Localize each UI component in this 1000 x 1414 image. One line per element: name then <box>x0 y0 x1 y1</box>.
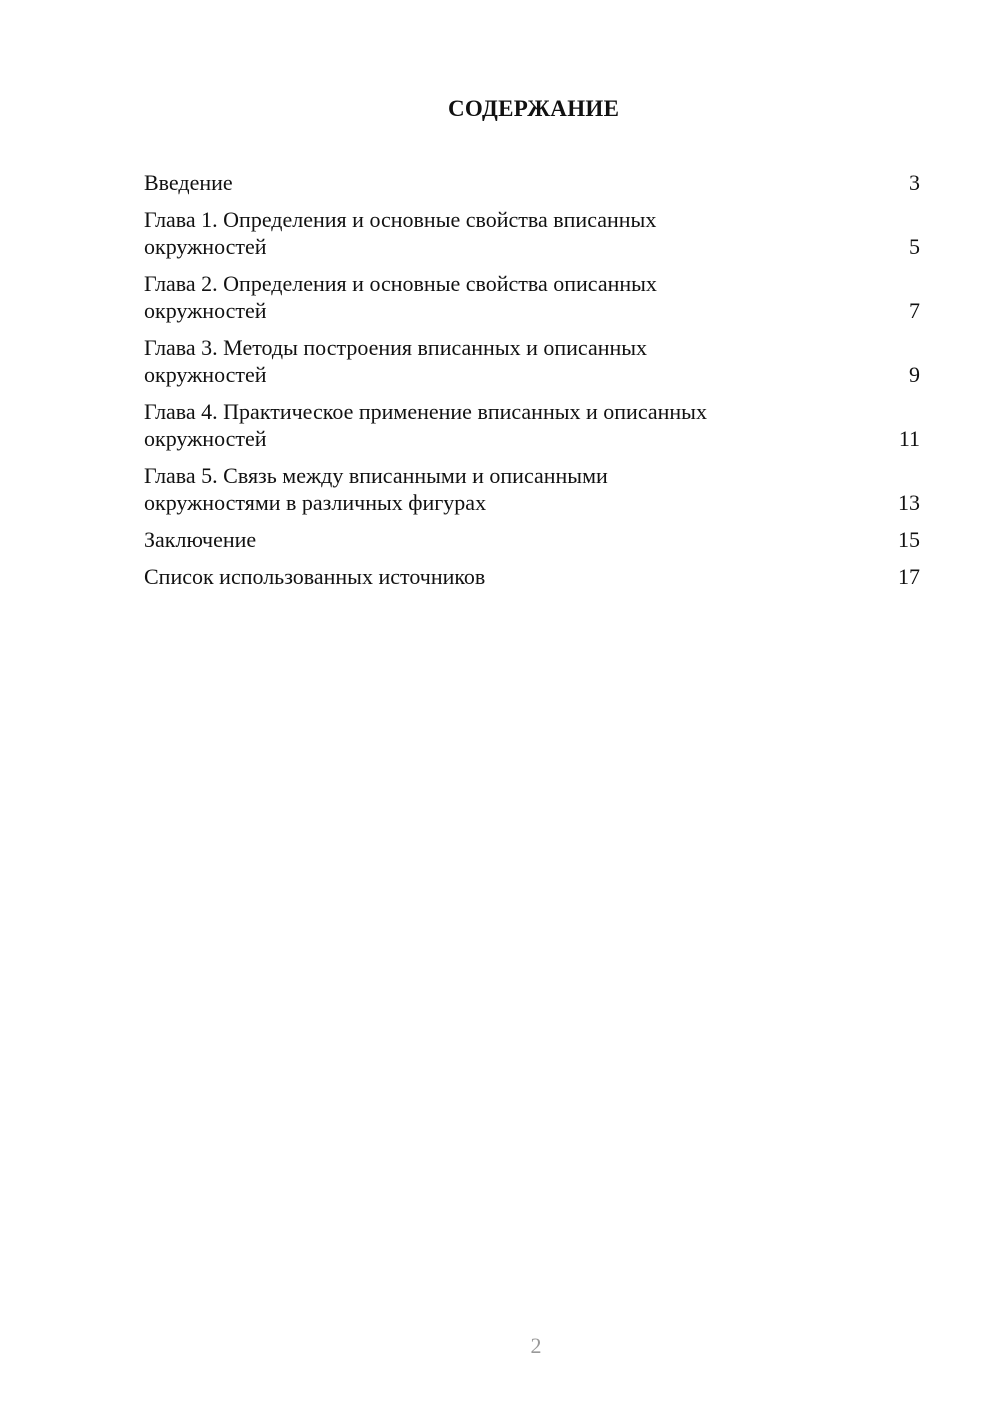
toc-entry-page-number: 3 <box>909 170 920 195</box>
toc-entry-text <box>144 169 794 196</box>
toc-entry-chapter-1[interactable] <box>144 206 920 260</box>
toc-entry-line: Введение <box>144 170 233 195</box>
toc-entry-chapter-4[interactable] <box>144 398 920 452</box>
page-title: СОДЕРЖАНИЕ <box>448 96 620 121</box>
toc-entry-chapter-2[interactable] <box>144 270 920 324</box>
toc-entry-line: окружностями в различных фигурах <box>144 490 487 515</box>
toc-entry-line: Заключение <box>144 527 257 552</box>
toc-entry-line: Список использованных источников <box>144 564 486 589</box>
toc-entry-line: окружностей <box>144 426 267 451</box>
table-of-contents <box>144 169 920 600</box>
toc-entry-line: Глава 2. Определения и основные свойства описанных <box>144 271 657 296</box>
toc-entry-chapter-5[interactable] <box>144 462 920 516</box>
toc-entry-text <box>144 526 794 553</box>
title-container <box>0 96 1000 126</box>
toc-entry-line: окружностей <box>144 362 267 387</box>
toc-entry-text <box>144 563 794 590</box>
toc-entry-line: Глава 3. Методы построения вписанных и описанных <box>144 335 648 360</box>
toc-entry-page-number: 11 <box>898 426 920 451</box>
page-number: 2 <box>530 1333 542 1358</box>
toc-entry-line: Глава 1. Определения и основные свойства вписанных <box>144 207 657 232</box>
toc-entry-page-number: 7 <box>909 298 920 323</box>
toc-entry-references[interactable] <box>144 563 920 590</box>
toc-entry-line: окружностей <box>144 234 267 259</box>
toc-entry-text <box>144 206 794 260</box>
toc-entry-page-number: 5 <box>909 234 920 259</box>
toc-entry-conclusion[interactable] <box>144 526 920 553</box>
toc-entry-page-number: 9 <box>909 362 920 387</box>
toc-entry-text <box>144 398 794 452</box>
toc-entry-page-number: 13 <box>898 490 920 515</box>
toc-entry-line: Глава 5. Связь между вписанными и описанными <box>144 463 608 488</box>
toc-entry-text <box>144 462 794 516</box>
toc-entry-chapter-3[interactable] <box>144 334 920 388</box>
toc-entry-page-number: 15 <box>898 527 920 552</box>
toc-entry-text <box>144 334 794 388</box>
toc-entry-text <box>144 270 794 324</box>
toc-entry-introduction[interactable] <box>144 169 920 196</box>
toc-entry-page-number: 17 <box>898 564 920 589</box>
toc-entry-line: окружностей <box>144 298 267 323</box>
toc-entry-line: Глава 4. Практическое применение вписанных и описанных <box>144 399 707 424</box>
